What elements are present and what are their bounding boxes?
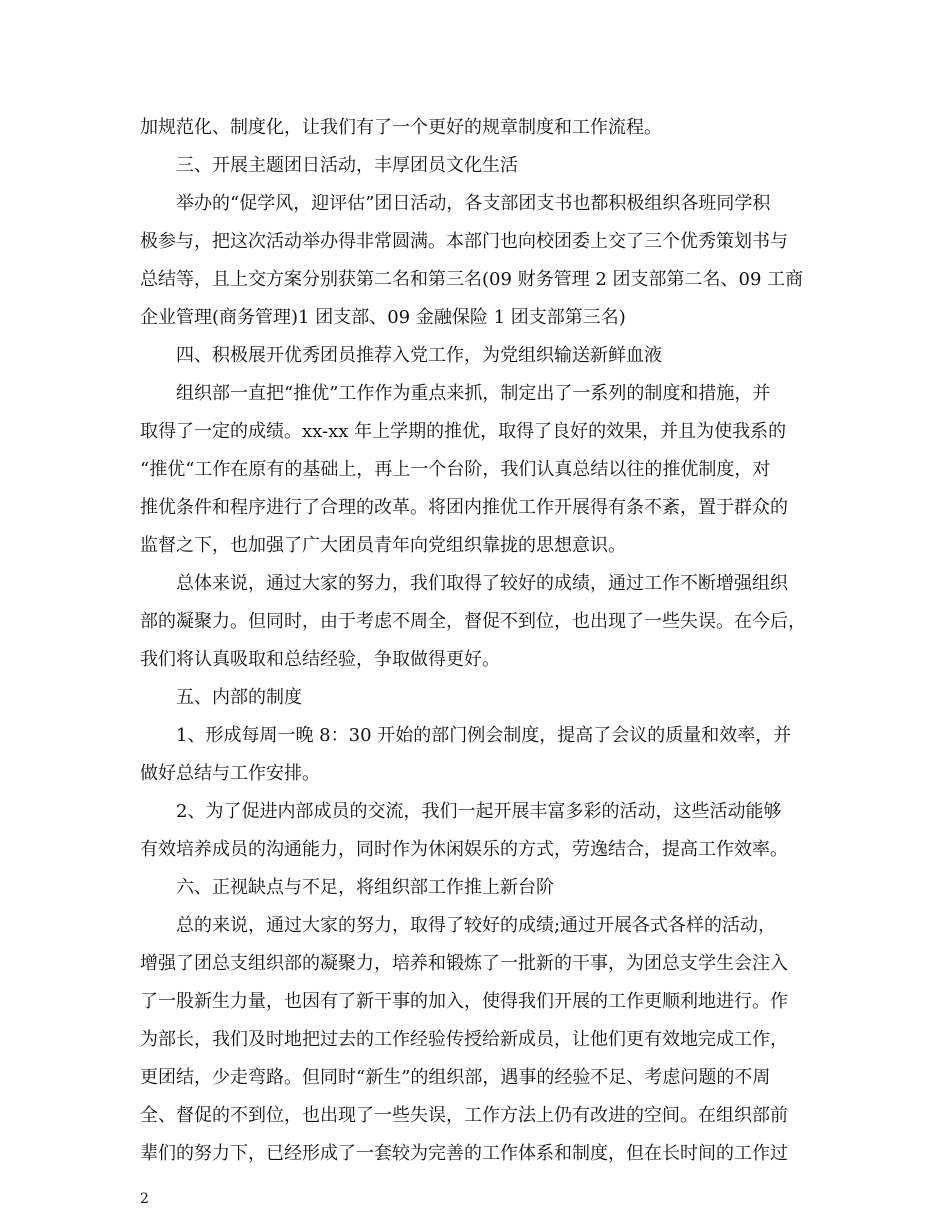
text-line: 总体来说，通过大家的努力，我们取得了较好的成绩，通过工作不断增强组织 xyxy=(176,573,788,594)
section-heading: 五、内部的制度 xyxy=(176,687,302,708)
section-heading: 四、积极展开优秀团员推荐入党工作，为党组织输送新鲜血液 xyxy=(176,345,662,366)
text-line: 增强了团总支组织部的凝聚力，培养和锻炼了一批新的干事，为团总支学生会注入 xyxy=(140,953,788,974)
text-line: 监督之下，也加强了广大团员青年向党组织靠拢的思想意识。 xyxy=(140,535,626,556)
text-line: 有效培养成员的沟通能力，同时作为休闲娱乐的方式，劳逸结合，提高工作效率。 xyxy=(140,839,788,860)
text-line: 了一股新生力量，也因有了新干事的加入，使得我们开展的工作更顺利地进行。作 xyxy=(140,991,788,1012)
text-line: 做好总结与工作安排。 xyxy=(140,763,320,784)
text-line: “推优“工作在原有的基础上，再上一个台阶，我们认真总结以往的推优制度，对 xyxy=(140,459,771,480)
text-line: 辈们的努力下，已经形成了一套较为完善的工作体系和制度，但在长时间的工作过 xyxy=(140,1143,788,1164)
text-line: 加规范化、制度化，让我们有了一个更好的规章制度和工作流程。 xyxy=(140,117,662,138)
text-line: 举办的“促学风，迎评估”团日活动，各支部团支书也都积极组织各班同学积 xyxy=(176,193,771,214)
text-line: 总结等，且上交方案分别获第二名和第三名(09 财务管理 2 团支部第二名、09 工商 xyxy=(140,269,804,290)
text-line: 推优条件和程序进行了合理的改革。将团内推优工作开展得有条不紊，置于群众的 xyxy=(140,497,788,518)
text-line: 取得了一定的成绩。xx-xx 年上学期的推优，取得了良好的效果，并且为使我系的 xyxy=(140,421,787,442)
text-line: 为部长，我们及时地把过去的工作经验传授给新成员，让他们更有效地完成工作， xyxy=(140,1029,788,1050)
section-heading: 三、开展主题团日活动，丰厚团员文化生活 xyxy=(176,155,518,176)
page-number: 2 xyxy=(140,1191,149,1207)
text-line: 企业管理(商务管理)1 团支部、09 金融保险 1 团支部第三名) xyxy=(140,307,626,328)
text-line: 部的凝聚力。但同时，由于考虑不周全，督促不到位，也出现了一些失误。在今后， xyxy=(140,611,806,632)
text-line: 1、形成每周一晚 8：30 开始的部门例会制度，提高了会议的质量和效率，并 xyxy=(176,725,792,746)
text-line: 总的来说，通过大家的努力，取得了较好的成绩;通过开展各式各样的活动， xyxy=(176,915,777,936)
text-line: 我们将认真吸取和总结经验，争取做得更好。 xyxy=(140,649,500,670)
text-line: 2、为了促进内部成员的交流，我们一起开展丰富多彩的活动，这些活动能够 xyxy=(176,801,782,822)
text-line: 更团结，少走弯路。但同时“新生”的组织部，遇事的经验不足、考虑问题的不周 xyxy=(140,1067,771,1088)
text-line: 组织部一直把“推优”工作作为重点来抓，制定出了一系列的制度和措施，并 xyxy=(176,383,771,404)
text-line: 极参与，把这次活动举办得非常圆满。本部门也向校团委上交了三个优秀策划书与 xyxy=(140,231,788,252)
text-line: 全、督促的不到位，也出现了一些失误，工作方法上仍有改进的空间。在组织部前 xyxy=(140,1105,788,1126)
section-heading: 六、正视缺点与不足，将组织部工作推上新台阶 xyxy=(176,877,554,898)
